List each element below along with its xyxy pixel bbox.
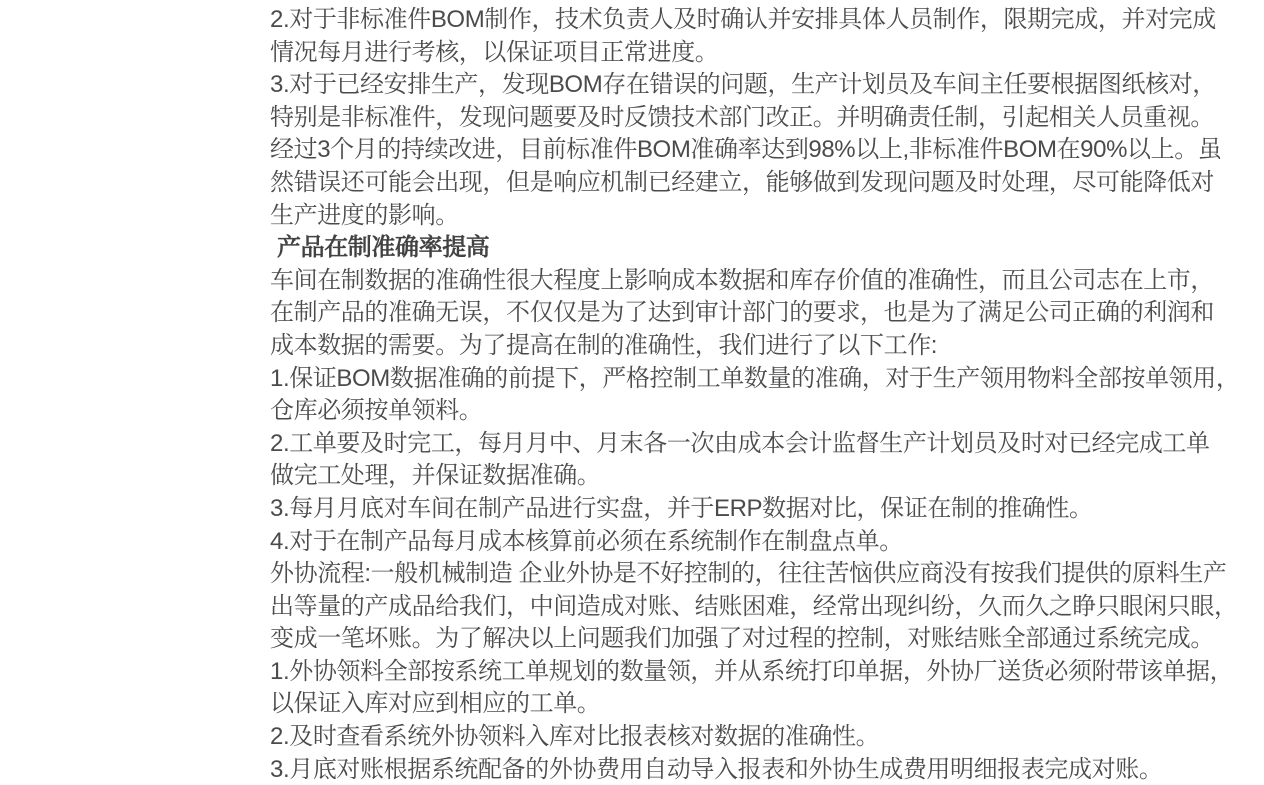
text-line: 仓库必须按单领料。	[270, 397, 483, 425]
text-line: 车间在制数据的准确性很大程度上影响成本数据和库存价值的准确性，而且公司志在上市，	[270, 266, 1214, 294]
text-line: 2.及时查看系统外协领料入库对比报表核对数据的准确性。	[270, 723, 880, 751]
text-line: 特别是非标准件，发现问题要及时反馈技术部门改正。并明确责任制，引起相关人员重视。	[270, 103, 1214, 131]
text-line: 1.外协领料全部按系统工单规划的数量领，并从系统打印单据，外协厂送货必须附带该单据，	[270, 657, 1234, 685]
text-line: 3.对于已经安排生产，发现BOM存在错误的问题，生产计划员及车间主任要根据图纸核对，	[270, 71, 1216, 99]
text-line: 2.工单要及时完工，每月月中、月末各一次由成本会计监督生产计划员及时对已经完成工单	[270, 429, 1210, 457]
text-line: 在制产品的准确无误，不仅仅是为了达到审计部门的要求，也是为了满足公司正确的利润和	[270, 299, 1214, 327]
text-line: 成本数据的需要。为了提高在制的准确性，我们进行了以下工作:	[270, 331, 938, 359]
text-line: 出等量的产成品给我们，中间造成对账、结账困难，经常出现纠纷，久而久之睁只眼闲只眼，	[270, 592, 1238, 620]
text-line: 生产进度的影响。	[270, 201, 459, 229]
text-line: 经过3个月的持续改进，目前标准件BOM准确率达到98%以上,非标准件BOM在90%以上。虽	[270, 136, 1222, 164]
text-line: 然错误还可能会出现，但是响应机制已经建立，能够做到发现问题及时处理，尽可能降低对	[270, 168, 1214, 196]
text-line: 情况每月进行考核，以保证项目正常进度。	[270, 38, 719, 66]
text-line: 变成一笔坏账。为了解决以上问题我们加强了对过程的控制，对账结账全部通过系统完成。	[270, 625, 1214, 653]
text-line: 4.对于在制产品每月成本核算前必须在系统制作在制盘点单。	[270, 527, 903, 555]
text-line: 2.对于非标准件BOM制作，技术负责人及时确认并安排具体人员制作，限期完成，并对完成	[270, 6, 1216, 33]
section-heading: 产品在制准确率提高	[277, 234, 490, 262]
text-column	[270, 4, 1264, 785]
text-line: 1.保证BOM数据准确的前提下，严格控制工单数量的准确，对于生产领用物料全部按单领用，	[270, 364, 1240, 392]
text-line: 外协流程:一般机械制造 企业外协是不好控制的，往往苦恼供应商没有按我们提供的原料生产	[270, 560, 1227, 588]
text-line: 3.每月月底对车间在制产品进行实盘，并于ERP数据对比，保证在制的推确性。	[270, 494, 1093, 522]
text-line: 做完工处理，并保证数据准确。	[270, 462, 601, 490]
text-line: 以保证入库对应到相应的工单。	[270, 690, 601, 718]
text-line: 3.月底对账根据系统配备的外协费用自动导入报表和外协生成费用明细报表完成对账。	[270, 755, 1163, 783]
